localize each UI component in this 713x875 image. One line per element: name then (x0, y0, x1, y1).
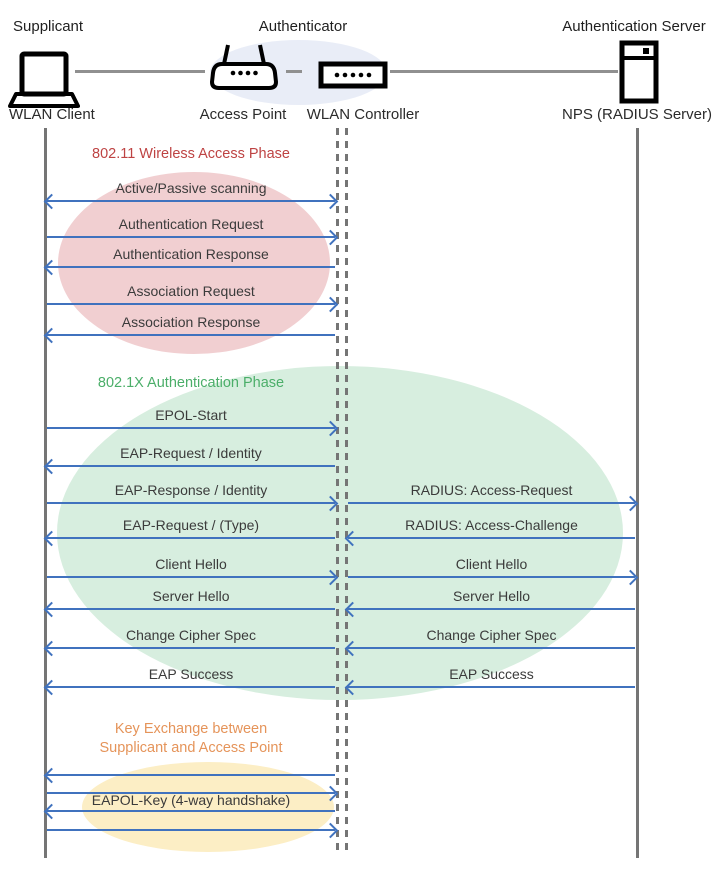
dot1x-phase-title: 802.1X Authentication Phase (97, 375, 285, 391)
server-icon (618, 40, 660, 104)
wlan-client-label: WLAN Client (9, 106, 95, 123)
message-label: EAP-Response / Identity (114, 482, 268, 498)
message-label: EAP-Request / (Type) (122, 517, 260, 533)
connector-client-ap (75, 70, 205, 73)
arrow-line (47, 608, 335, 611)
key-exchange-phase-title-line1: Key Exchange between (114, 721, 268, 737)
message-label: Authentication Response (113, 246, 269, 262)
wireless-phase-title: 802.11 Wireless Access Phase (92, 146, 290, 162)
message-label: EPOL-Start (155, 407, 227, 423)
message-label: Change Cipher Spec (126, 627, 256, 643)
wlan-controller-icon (318, 60, 388, 90)
message-label: RADIUS: Access-Request (410, 482, 573, 498)
arrow-line (47, 236, 335, 239)
arrow-line (348, 502, 635, 505)
message-label: Client Hello (155, 556, 227, 572)
message-label: EAP Success (148, 666, 234, 682)
server-lifeline (636, 128, 639, 858)
arrow-line (47, 829, 335, 832)
connector-wlc-server (390, 70, 618, 73)
arrow-line (47, 303, 335, 306)
message-label: Authentication Request (118, 216, 264, 232)
arrow-line (348, 576, 635, 579)
access-point-label: Access Point (199, 106, 287, 123)
arrow-line (47, 537, 335, 540)
message-label: EAP-Request / Identity (120, 445, 262, 461)
arrow-line (47, 334, 335, 337)
authentication-server-role-label: Authentication Server (562, 18, 706, 35)
message-label: RADIUS: Access-Challenge (405, 517, 578, 533)
message-label: Association Response (121, 314, 261, 330)
arrow-line (348, 608, 635, 611)
arrow-line (348, 686, 635, 689)
arrow-line (47, 774, 335, 777)
nps-radius-server-label: NPS (RADIUS Server) (561, 106, 713, 123)
message-label: EAP Success (449, 666, 534, 682)
arrow-line (348, 647, 635, 650)
message-label: Client Hello (455, 556, 528, 572)
arrow-line (47, 266, 335, 269)
message-label: Server Hello (152, 588, 230, 604)
key-exchange-phase-title-line2: Supplicant and Access Point (99, 740, 283, 756)
message-label: Server Hello (452, 588, 531, 604)
message-label: Active/Passive scanning (115, 180, 267, 196)
message-label: Change Cipher Spec (426, 627, 557, 643)
supplicant-role-label: Supplicant (13, 18, 84, 35)
laptop-icon (8, 50, 80, 112)
arrow-line (47, 686, 335, 689)
arrow-line (47, 576, 335, 579)
access-point-icon (208, 42, 280, 98)
authenticator-role-label: Authenticator (258, 18, 348, 35)
arrow-line (47, 647, 335, 650)
message-label: EAPOL-Key (4-way handshake) (91, 792, 291, 808)
arrow-line (47, 427, 335, 430)
arrow-line (348, 537, 635, 540)
arrow-line (47, 502, 335, 505)
message-label: Association Request (127, 283, 255, 299)
connector-ap-wlc (286, 70, 302, 73)
arrow-line (47, 465, 335, 468)
arrow-line (47, 200, 335, 203)
wlan-controller-label: WLAN Controller (306, 106, 420, 123)
arrow-line (47, 810, 335, 813)
